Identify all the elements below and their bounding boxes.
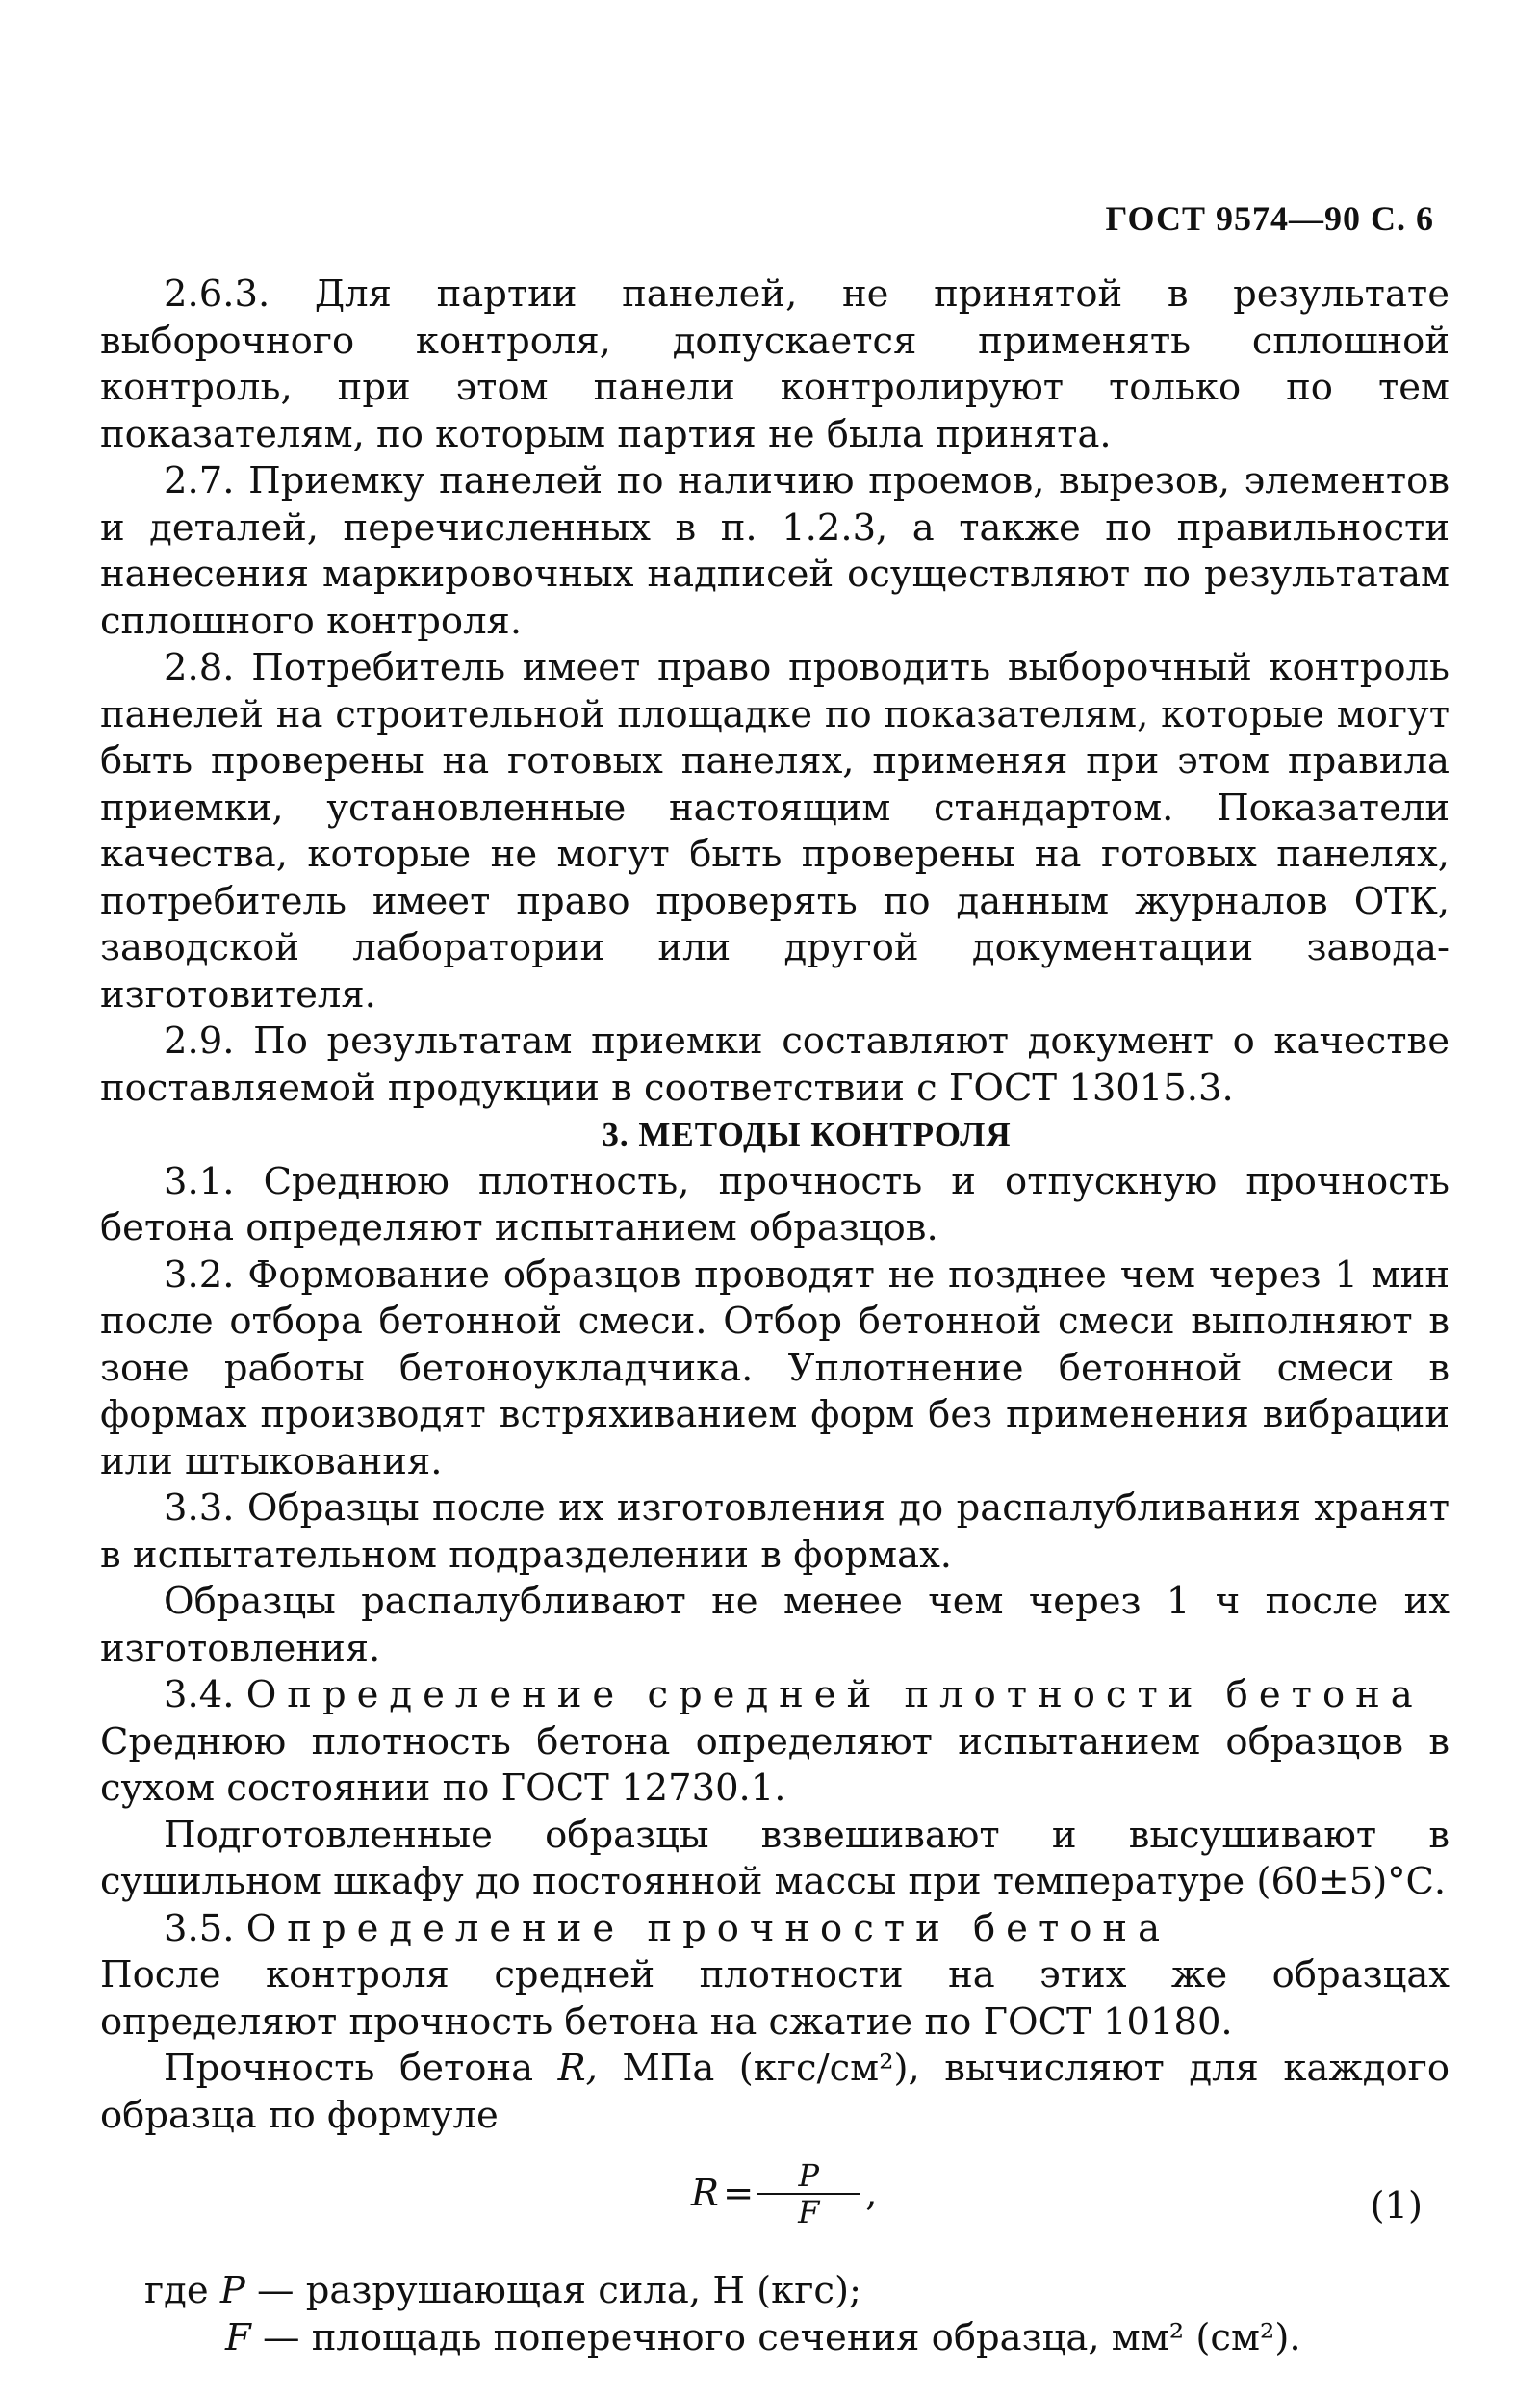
formula-fraction [757, 2158, 860, 2229]
clause-2-7: 2.7. Приемку панелей по наличию проемов, вырезов, элементов и деталей, перечисленных в п. 1.2.3, а также по правильности нанесения маркировочных надписей осуществляют по результатам сплошного контроля. [100, 459, 1450, 643]
clause-3-3: 3.3. Образцы после их изготовления до распалубливания хранят в испытательном подразделении в формах. [100, 1486, 1450, 1577]
clause-number: 3.5. [164, 1906, 235, 1950]
formula-numerator: P [798, 2157, 820, 2194]
clause-3-5-text-b [100, 2046, 1450, 2139]
formula-1 [100, 2149, 1450, 2260]
clause-3-4-text-a: Среднюю плотность бетона определяют испытанием образцов в сухом состоянии по ГОСТ 12730.1. [100, 1719, 1450, 1810]
legend-line-f [100, 2315, 1450, 2362]
legend-definition: — разрушающая сила, Н (кгс); [244, 2269, 861, 2312]
section-title: 3. МЕТОДЫ КОНТРОЛЯ [602, 1116, 1012, 1153]
clause-3-1: 3.1. Среднюю плотность, прочность и отпускную прочность бетона определяют испытанием образцов. [100, 1159, 1450, 1250]
clause-3-4-heading [100, 1672, 1450, 1719]
variable-r: R, [557, 2047, 598, 2090]
variable-p: P [219, 2269, 245, 2312]
document-body [100, 271, 1450, 2361]
equation-number: (1) [1370, 2184, 1423, 2228]
formula-trail: , [865, 2171, 878, 2215]
clause-2-6-3: 2.6.3. Для партии панелей, не принятой в результате выборочного контроля, допускается применять сплошной контроль, при этом панели контролируют только по тем показателям, по которым партия не была принята. [100, 272, 1450, 456]
clause-3-5-heading [100, 1906, 1450, 1953]
running-head: ГОСТ 9574—90 С. 6 [1105, 199, 1434, 238]
clause-heading: Определение прочности бетона [245, 1906, 1171, 1950]
text-run: Прочность бетона [164, 2047, 558, 2090]
legend-line-p [100, 2268, 1450, 2315]
clause-number: 3.4. [164, 1673, 235, 1716]
formula-lhs: R [691, 2171, 719, 2215]
variable-f: F [225, 2315, 251, 2359]
clause-3-4-text-b: Подготовленные образцы взвешивают и высушивают в сушильном шкафу до постоянной массы при температуре (60±5)°С. [100, 1813, 1450, 1903]
clause-heading: Определение средней плотности бетона [245, 1673, 1424, 1716]
formula-equals: = [723, 2171, 755, 2215]
clause-3-5-text-a: После контроля средней плотности на этих же образцах определяют прочность бетона на сжатие по ГОСТ 10180. [100, 1953, 1450, 2044]
text-run: МПа (кгс/см²), вычисляют для каждого образца по формуле [100, 2047, 1450, 2137]
legend-lead: где [144, 2269, 220, 2312]
clause-2-8: 2.8. Потребитель имеет право проводить выборочный контроль панелей на строительной площадке по показателям, которые могут быть проверены на готовых панелях, применяя при этом правила приемки, установленные настоящим стандартом. Показатели качества, которые не могут быть проверены на готовых панелях, потребитель имеет право проверять по данным журналов ОТК, заводской лаборатории или другой документации завода-изготовителя. [100, 646, 1450, 1017]
clause-3-2: 3.2. Формование образцов проводят не позднее чем через 1 мин после отбора бетонной смеси. Отбор бетонной смеси выполняют в зоне работы бетоноукладчика. Уплотнение бетонной смеси в формах производят встряхиванием форм без применения вибрации или штыкования. [100, 1252, 1450, 1483]
clause-2-9: 2.9. По результатам приемки составляют документ о качестве поставляемой продукции в соответствии с ГОСТ 13015.3. [100, 1019, 1450, 1110]
legend-definition: — площадь поперечного сечения образца, мм² (см²). [250, 2315, 1301, 2359]
formula-legend [100, 2268, 1450, 2361]
clause-3-3-continued: Образцы распалубливают не менее чем через 1 ч после их изготовления. [100, 1580, 1450, 1670]
formula-expression [691, 2158, 878, 2229]
formula-denominator: F [798, 2194, 820, 2230]
